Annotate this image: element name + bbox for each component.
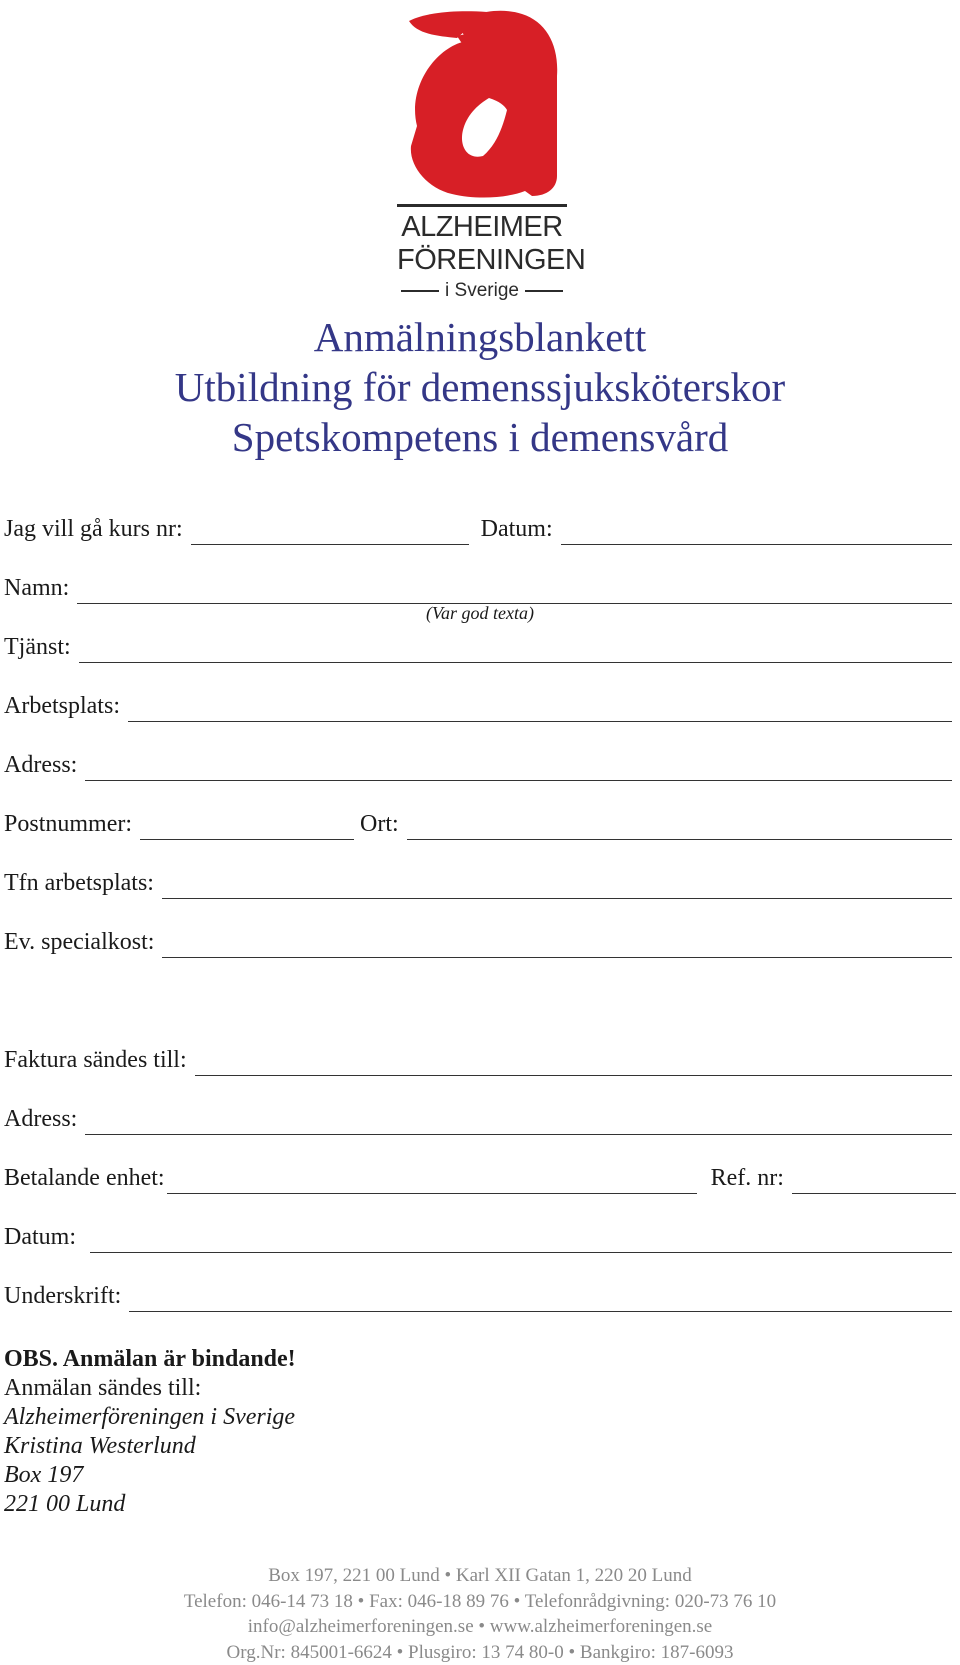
notice-block (4, 1345, 296, 1519)
sign-date-field[interactable] (90, 1226, 952, 1253)
notice-send-to: Anmälan sändes till: (4, 1375, 202, 1401)
form-title: Anmälningsblankett (313, 314, 647, 360)
notice-address-line: Alzheimerföreningen i Sverige (4, 1404, 296, 1430)
payer-field[interactable] (167, 1167, 697, 1194)
address-field[interactable] (85, 754, 952, 781)
name-hint: (Var god texta) (426, 603, 534, 623)
form-subtitle-course: Utbildning för demenssjuksköterskor (174, 364, 786, 410)
invoice-label: Faktura sändes till: (4, 1047, 187, 1073)
logo-rule (397, 204, 567, 207)
invoice-address-field[interactable] (85, 1108, 952, 1135)
course-row (4, 505, 952, 545)
address-row (4, 741, 952, 781)
organization-logo (397, 6, 586, 301)
ref-field[interactable] (792, 1167, 956, 1194)
workplace-label: Arbetsplats: (4, 693, 120, 719)
name-row (4, 564, 952, 604)
footer-contact-info (0, 1563, 960, 1665)
footer-web: info@alzheimerforeningen.se • www.alzheimerforeningen.se (247, 1616, 713, 1637)
logo-text-line2: FÖRENINGEN (397, 244, 586, 276)
signature-label: Underskrift: (4, 1283, 122, 1309)
address-label: Adress: (4, 752, 78, 778)
position-row (4, 623, 952, 663)
position-label: Tjänst: (4, 634, 71, 660)
name-field[interactable] (77, 577, 952, 604)
notice-heading: OBS. Anmälan är bindande! (4, 1346, 296, 1372)
notice-address-line: 221 00 Lund (4, 1491, 126, 1517)
workplace-field[interactable] (128, 695, 952, 722)
name-label: Namn: (4, 575, 70, 601)
phone-label: Tfn arbetsplats: (4, 870, 154, 896)
signature-field[interactable] (129, 1285, 952, 1312)
course-date-label: Datum: (480, 516, 553, 542)
sign-date-label: Datum: (4, 1224, 76, 1250)
course-number-field[interactable] (191, 518, 469, 545)
signature-row (4, 1272, 952, 1312)
sign-date-row (4, 1213, 952, 1253)
form-subtitle-program: Spetskompetens i demensvård (231, 414, 729, 460)
invoice-address-label: Adress: (4, 1106, 78, 1132)
diet-row (4, 918, 952, 958)
form-title-block (0, 312, 960, 462)
postal-row (4, 800, 952, 840)
diet-label: Ev. specialkost: (4, 929, 155, 955)
payer-label: Betalande enhet: (4, 1165, 165, 1191)
postal-field[interactable] (140, 813, 354, 840)
position-field[interactable] (79, 636, 952, 663)
logo-dash-right (525, 290, 563, 292)
phone-field[interactable] (162, 872, 952, 899)
notice-address-line: Box 197 (4, 1462, 84, 1488)
diet-field[interactable] (162, 931, 952, 958)
phone-row (4, 859, 952, 899)
logo-text-line1: ALZHEIMER (401, 211, 563, 243)
invoice-address-row (4, 1095, 952, 1135)
logo-dash-left (401, 290, 439, 292)
ref-label: Ref. nr: (710, 1165, 784, 1191)
city-label: Ort: (360, 811, 399, 837)
footer-address: Box 197, 221 00 Lund • Karl XII Gatan 1, 220 20 Lund (268, 1565, 692, 1586)
course-label: Jag vill gå kurs nr: (4, 516, 183, 542)
invoice-field[interactable] (195, 1049, 952, 1076)
footer-org-numbers: Org.Nr: 845001-6624 • Plusgiro: 13 74 80-0 • Bankgiro: 187-6093 (226, 1641, 734, 1663)
logo-text-line3 (397, 280, 567, 302)
payer-row (4, 1154, 956, 1194)
logo-letter-a-icon (397, 6, 567, 201)
workplace-row (4, 682, 952, 722)
postal-label: Postnummer: (4, 811, 133, 837)
notice-address-line: Kristina Westerlund (4, 1433, 196, 1459)
logo-text-sverige: i Sverige (445, 280, 519, 301)
footer-phone: Telefon: 046-14 73 18 • Fax: 046-18 89 76 • Telefonrådgivning: 020-73 76 10 (183, 1590, 777, 1612)
course-date-field[interactable] (561, 518, 952, 545)
city-field[interactable] (407, 813, 952, 840)
invoice-row (4, 1036, 952, 1076)
